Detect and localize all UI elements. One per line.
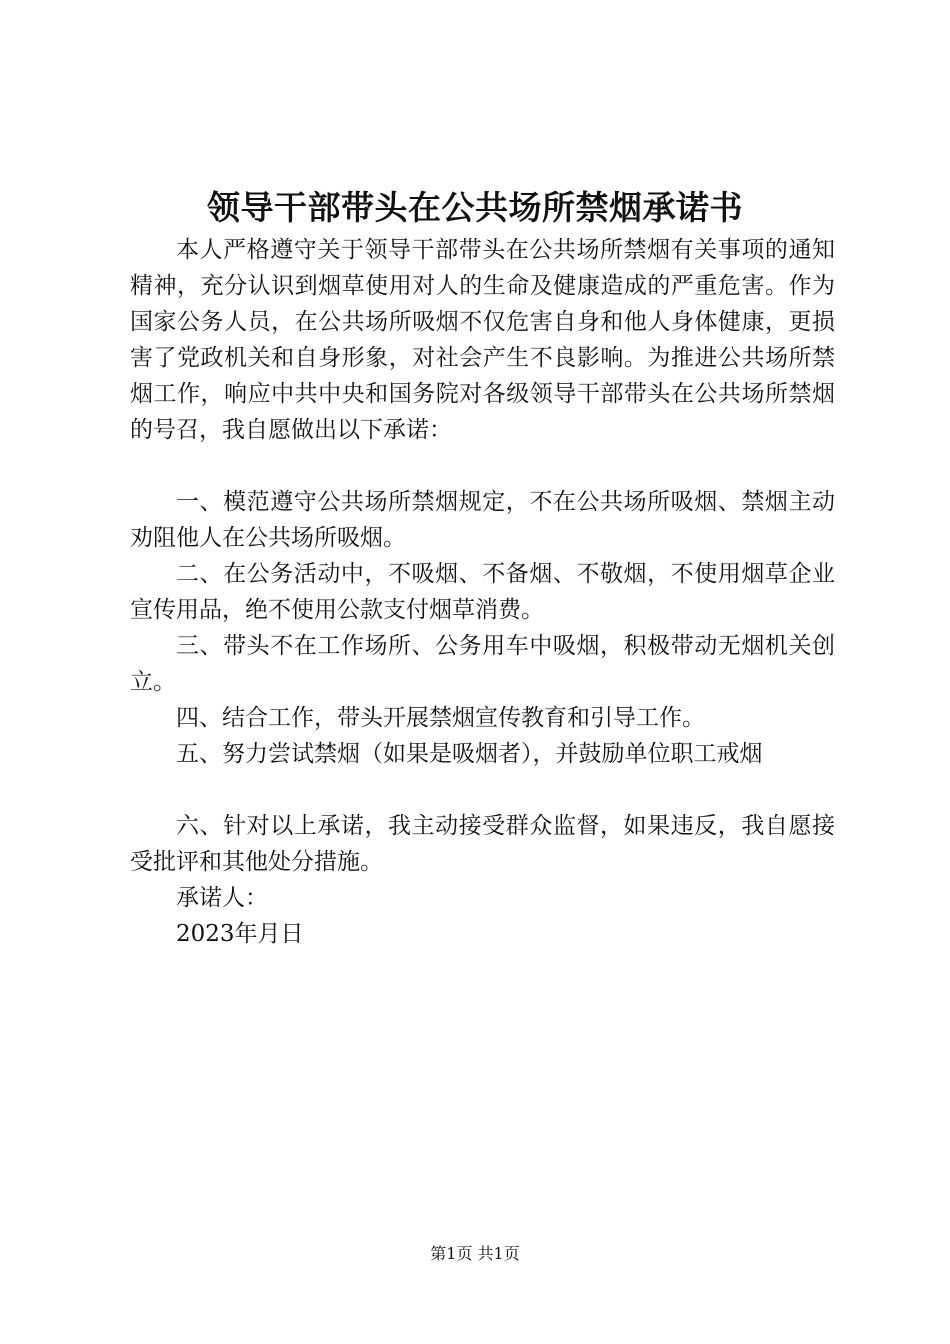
paragraph-spacer — [130, 448, 835, 484]
page-footer: 第1页 共1页 — [430, 1244, 520, 1263]
document-body — [130, 232, 835, 952]
pledge-item-3: 三、带头不在工作场所、公务用车中吸烟，积极带动无烟机关创立。 — [130, 633, 835, 695]
document-title: 领导干部带头在公共场所禁烟承诺书 — [207, 188, 743, 227]
intro-paragraph: 本人严格遵守关于领导干部带头在公共场所禁烟有关事项的通知精神，充分认识到烟草使用对人的生命及健康造成的严重危害。作为国家公务人员，在公共场所吸烟不仅危害自身和他人身体健康，更损害了党政机关和自身形象，对社会产生不良影响。为推进公共场所禁烟工作，响应中共中央和国务院对各级领导干部带头在公共场所禁烟的号召，我自愿做出以下承诺： — [130, 237, 835, 443]
paragraph-spacer — [130, 772, 835, 808]
pledge-item-6: 六、针对以上承诺，我主动接受群众监督，如果违反，我自愿接受批评和其他处分措施。 — [130, 813, 835, 875]
pledge-item-2: 二、在公务活动中，不吸烟、不备烟、不敬烟，不使用烟草企业宣传用品，绝不使用公款支付烟草消费。 — [130, 561, 835, 623]
signer-label: 承诺人： — [176, 885, 268, 911]
pledge-item-5: 五、努力尝试禁烟（如果是吸烟者），并鼓励单位职工戒烟 — [176, 741, 763, 767]
signature-date: 2023年月日 — [176, 921, 304, 947]
pledge-item-1: 一、模范遵守公共场所禁烟规定，不在公共场所吸烟、禁烟主动劝阻他人在公共场所吸烟。 — [130, 489, 835, 551]
pledge-item-4: 四、结合工作，带头开展禁烟宣传教育和引导工作。 — [176, 705, 705, 731]
